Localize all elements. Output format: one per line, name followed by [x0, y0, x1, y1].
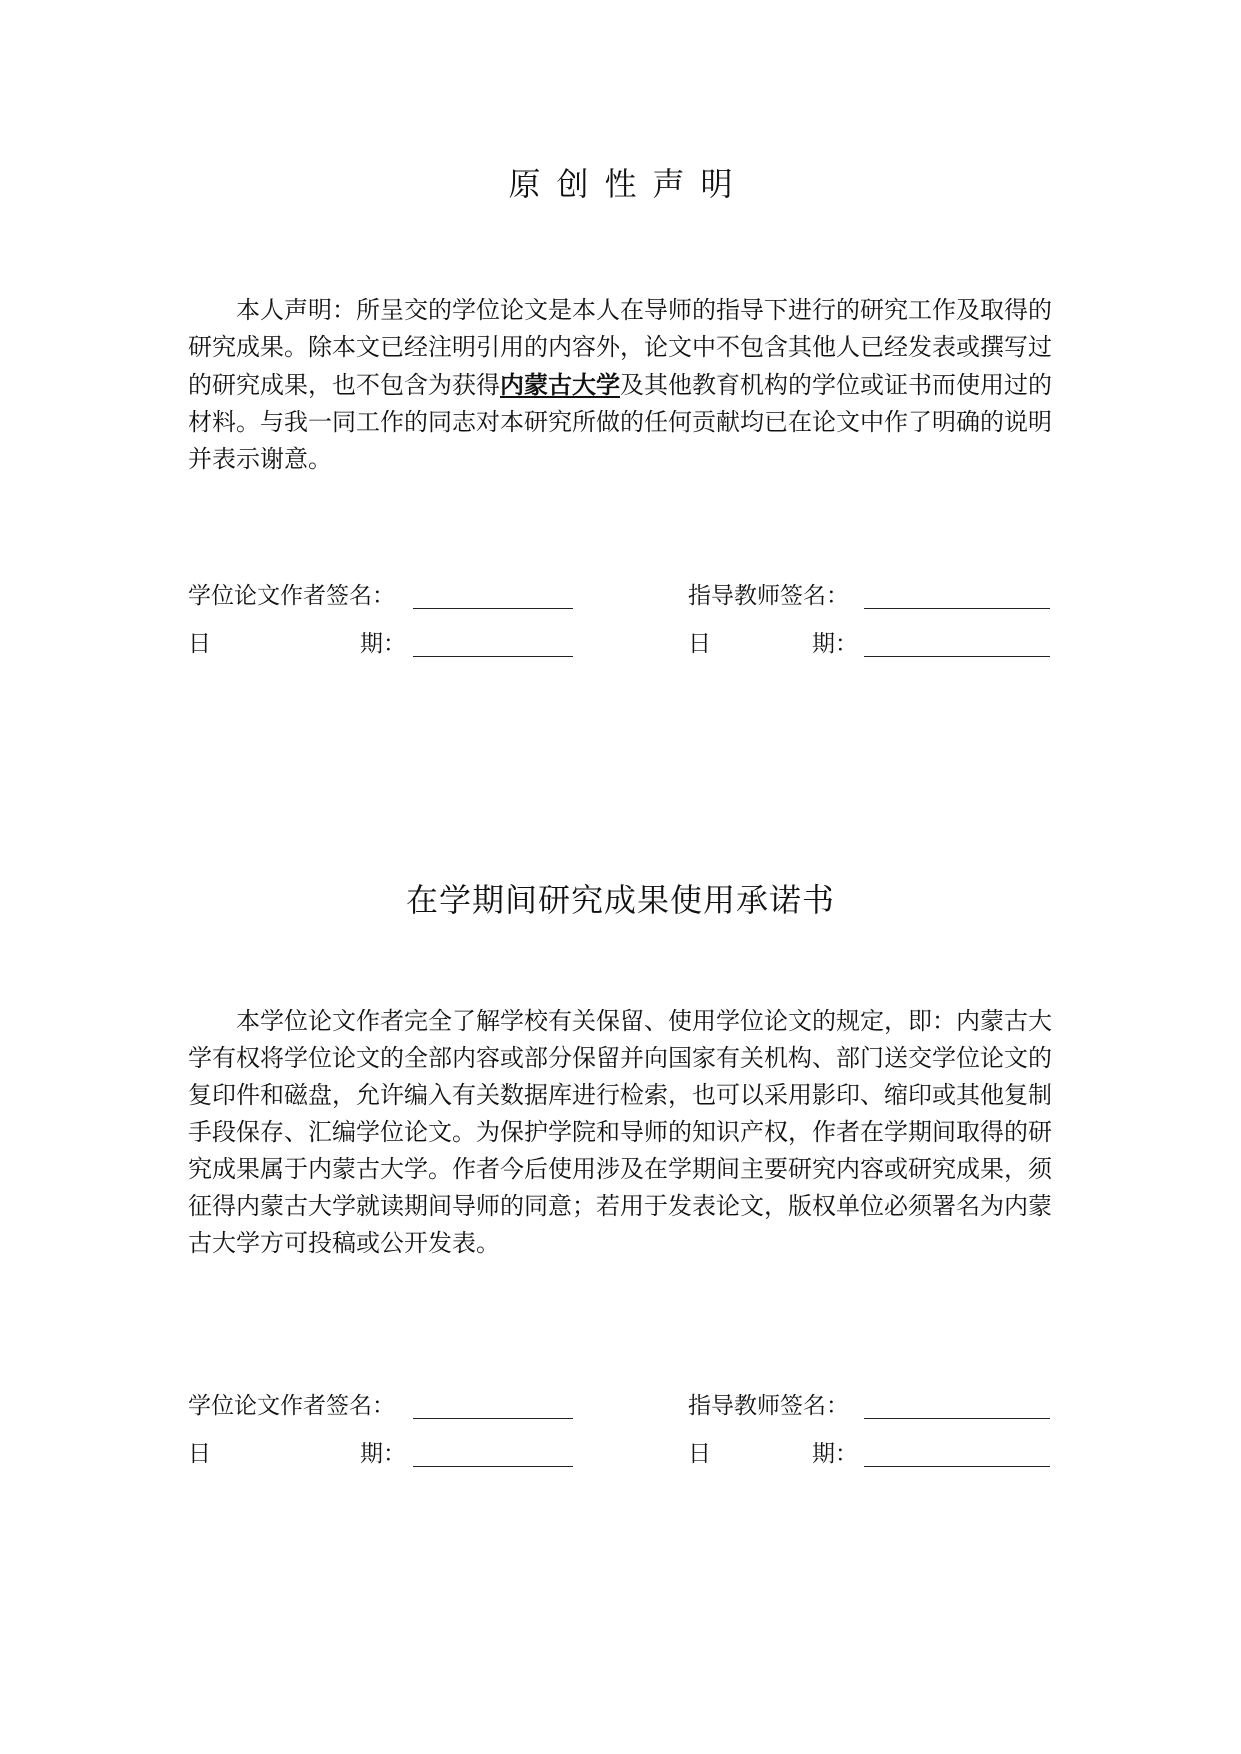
advisor-signature-line[interactable]	[864, 1418, 1050, 1419]
author-date-label-first: 日	[188, 631, 211, 657]
advisor-date-line[interactable]	[864, 656, 1050, 657]
author-signature-line[interactable]	[413, 1418, 573, 1419]
advisor-signature-label: 指导教师签名：	[688, 1393, 849, 1419]
advisor-date-line[interactable]	[864, 1466, 1050, 1467]
commitment-paragraph: 本学位论文作者完全了解学校有关保留、使用学位论文的规定，即：内蒙古大学有权将学位论文的全部内容或部分保留并向国家有关机构、部门送交学位论文的复印件和磁盘，允许编入有关数据库进行检索，也可以采用影印、缩印或其他复制手段保存、汇编学位论文。为保护学院和导师的知识产权，作者在学期间取得的研究成果属于内蒙古大学。作者今后使用涉及在学期间主要研究内容或研究成果，须征得内蒙古大学就读期间导师的同意；若用于发表论文，版权单位必须署名为内蒙古大学方可投稿或公开发表。	[188, 1007, 1052, 1257]
author-date-label-second: 期：	[360, 1441, 406, 1467]
commitment-title: 在学期间研究成果使用承诺书	[405, 881, 835, 919]
author-date-label-second: 期：	[360, 631, 406, 657]
author-signature-label: 学位论文作者签名：	[188, 1393, 395, 1419]
author-date-label-first: 日	[188, 1441, 211, 1467]
author-signature-line[interactable]	[413, 608, 573, 609]
advisor-date-label-first: 日	[688, 1441, 711, 1467]
author-signature-label: 学位论文作者签名：	[188, 583, 395, 609]
declaration-text-part2: 及其他教育机构的学位或证书而使用过的材料。与我一同工作的同志对本研究所做的任何贡献均已在论文中作了明确的说明并表示谢意。	[188, 371, 1052, 473]
declaration-date-row	[188, 628, 1052, 660]
declaration-paragraph	[188, 292, 1052, 478]
declaration-signature-row	[188, 580, 1052, 612]
university-name: 内蒙古大学	[500, 370, 620, 399]
declaration-title: 原创性声明	[508, 165, 749, 203]
advisor-date-label-second: 期：	[812, 631, 858, 657]
advisor-date-label-first: 日	[688, 631, 711, 657]
author-date-line[interactable]	[413, 1466, 573, 1467]
commitment-date-row	[188, 1438, 1052, 1470]
declaration-text-part1: 本人声明：所呈交的学位论文是本人在导师的指导下进行的研究工作及取得的研究成果。除本文已经注明引用的内容外，论文中不包含其他人已经发表或撰写过的研究成果，也不包含为获得	[188, 296, 1052, 399]
author-date-line[interactable]	[413, 656, 573, 657]
advisor-signature-line[interactable]	[864, 608, 1050, 609]
commitment-signature-row	[188, 1390, 1052, 1422]
advisor-date-label-second: 期：	[812, 1441, 858, 1467]
advisor-signature-label: 指导教师签名：	[688, 583, 849, 609]
